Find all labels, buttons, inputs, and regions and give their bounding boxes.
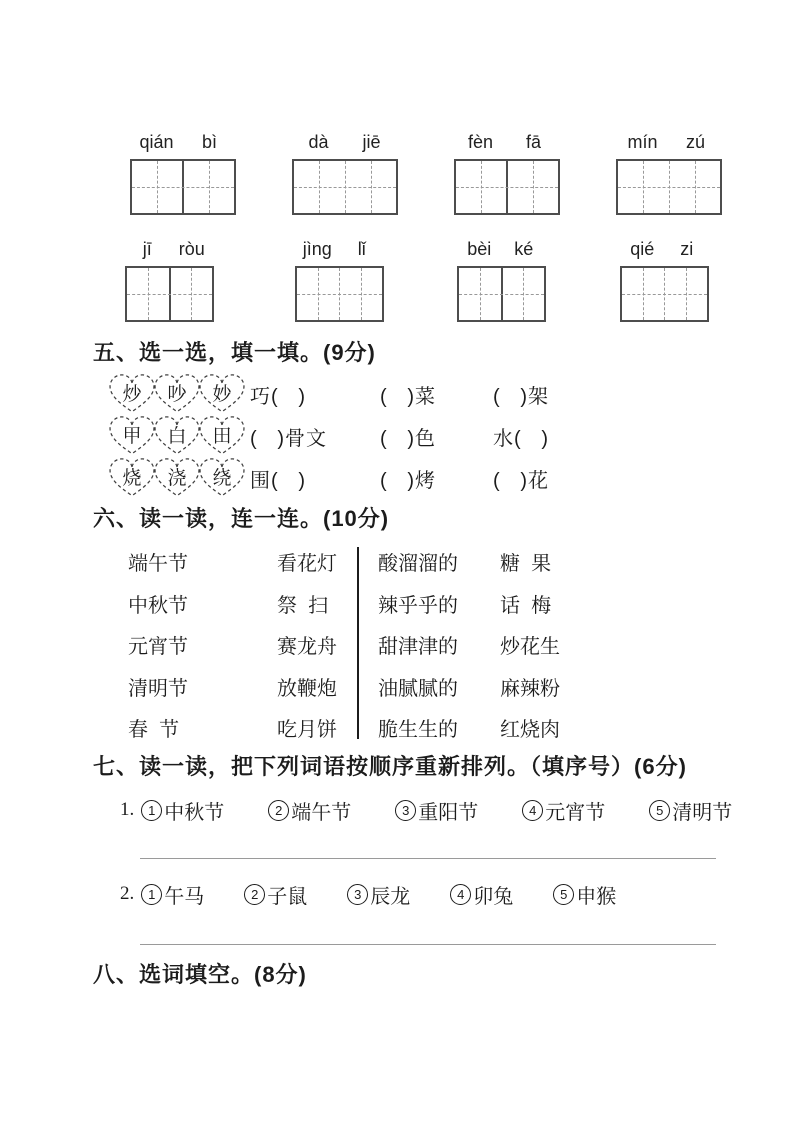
festival-item: 清明节 bbox=[128, 677, 188, 700]
pinyin-syllable: bèi bbox=[467, 239, 492, 259]
heart-option bbox=[196, 456, 248, 498]
writing-cell bbox=[182, 161, 234, 213]
heart-character: 白 bbox=[167, 426, 187, 447]
writing-cell bbox=[501, 268, 545, 320]
reorder-question-2 bbox=[120, 879, 656, 909]
circled-number: 1 bbox=[141, 884, 162, 905]
writing-cell bbox=[132, 161, 182, 213]
option-label: 端午节 bbox=[291, 801, 352, 824]
section5-row bbox=[0, 456, 793, 498]
writing-cell bbox=[622, 268, 664, 320]
activity-item: 放鞭炮 bbox=[277, 677, 337, 700]
question-number: 2. bbox=[120, 883, 135, 904]
option-label: 午马 bbox=[164, 885, 205, 908]
pinyin-syllable: jī bbox=[142, 239, 152, 259]
table-row bbox=[0, 586, 793, 628]
food-item: 红烧肉 bbox=[500, 719, 560, 741]
writing-cell bbox=[127, 268, 169, 320]
writing-cell bbox=[669, 161, 721, 213]
pinyin-syllable: dà bbox=[308, 132, 329, 152]
heart-options bbox=[106, 456, 241, 498]
pinyin-syllable: ròu bbox=[178, 239, 205, 259]
writing-cell bbox=[297, 268, 339, 320]
writing-grid bbox=[616, 159, 722, 215]
section5-heading: 五、选一选，填一填。(9分) bbox=[93, 340, 376, 365]
festival-item: 春 节 bbox=[128, 719, 180, 741]
pinyin-writing-box bbox=[130, 132, 236, 215]
writing-cell bbox=[664, 268, 707, 320]
taste-item: 辣乎乎的 bbox=[378, 594, 458, 617]
pinyin-writing-box bbox=[295, 239, 384, 322]
table-row bbox=[0, 710, 793, 752]
option bbox=[522, 796, 605, 825]
option-label: 重阳节 bbox=[418, 801, 479, 824]
activity-item: 祭 扫 bbox=[277, 594, 329, 617]
heart-character: 甲 bbox=[122, 426, 142, 447]
pinyin-writing-box bbox=[292, 132, 398, 215]
writing-cell bbox=[294, 161, 345, 213]
taste-item: 脆生生的 bbox=[378, 719, 458, 741]
writing-cell bbox=[459, 268, 501, 320]
pinyin-label bbox=[616, 132, 722, 159]
fill-blank-phrase: 巧( ) bbox=[250, 386, 306, 408]
food-item: 炒花生 bbox=[500, 636, 560, 658]
option-label: 中秋节 bbox=[164, 801, 225, 824]
writing-cell bbox=[618, 161, 669, 213]
pinyin-syllable: fā bbox=[525, 132, 541, 152]
circled-number: 4 bbox=[450, 884, 471, 905]
writing-grid bbox=[292, 159, 398, 215]
circled-number: 5 bbox=[553, 884, 574, 905]
option bbox=[347, 880, 410, 909]
pinyin-writing-box bbox=[125, 239, 214, 322]
option bbox=[450, 880, 513, 909]
table-row bbox=[0, 669, 793, 711]
option-label: 卯兔 bbox=[473, 885, 514, 908]
writing-grid bbox=[620, 266, 709, 322]
heart-character: 绕 bbox=[212, 468, 232, 489]
circled-number: 5 bbox=[649, 800, 670, 821]
table-row bbox=[0, 544, 793, 586]
circled-number: 2 bbox=[244, 884, 265, 905]
activity-item: 看花灯 bbox=[277, 553, 337, 575]
circled-number: 2 bbox=[268, 800, 289, 821]
pinyin-syllable: mín bbox=[627, 132, 658, 152]
option-label: 元宵节 bbox=[545, 801, 606, 824]
fill-blank-phrase: ( )菜 bbox=[380, 386, 436, 408]
fill-blank-phrase: ( )烤 bbox=[380, 470, 436, 492]
writing-cell bbox=[506, 161, 558, 213]
fill-blank-phrase: 水( ) bbox=[493, 428, 549, 450]
option bbox=[244, 880, 307, 909]
festival-item: 端午节 bbox=[128, 553, 188, 575]
heart-option bbox=[196, 414, 248, 456]
pinyin-syllable: qié bbox=[630, 239, 655, 259]
reorder-question-1 bbox=[120, 795, 776, 825]
taste-item: 油腻腻的 bbox=[378, 677, 458, 700]
section6-heading: 六、读一读，连一连。(10分) bbox=[93, 506, 390, 531]
pinyin-syllable: ké bbox=[514, 239, 534, 259]
fill-blank-phrase: ( )骨文 bbox=[250, 428, 327, 450]
pinyin-syllable: fèn bbox=[467, 132, 494, 152]
heart-character: 田 bbox=[212, 426, 232, 447]
pinyin-writing-box bbox=[457, 239, 546, 322]
pinyin-writing-box bbox=[454, 132, 560, 215]
pinyin-label bbox=[454, 132, 560, 159]
activity-item: 吃月饼 bbox=[277, 719, 337, 741]
writing-cell bbox=[456, 161, 506, 213]
writing-grid bbox=[130, 159, 236, 215]
pinyin-syllable: jiē bbox=[362, 132, 381, 152]
option bbox=[553, 880, 616, 909]
option bbox=[268, 796, 351, 825]
circled-number: 3 bbox=[347, 884, 368, 905]
writing-grid bbox=[457, 266, 546, 322]
section5-row bbox=[0, 414, 793, 456]
pinyin-syllable: zú bbox=[685, 132, 705, 152]
heart-character: 烧 bbox=[122, 468, 142, 489]
pinyin-syllable: qián bbox=[139, 132, 174, 152]
question-number: 1. bbox=[120, 799, 135, 820]
food-item: 话 梅 bbox=[500, 594, 552, 617]
section7-heading: 七、读一读，把下列词语按顺序重新排列。（填序号）(6分) bbox=[93, 754, 687, 779]
section8-heading: 八、选词填空。(8分) bbox=[93, 962, 307, 987]
circled-number: 1 bbox=[141, 800, 162, 821]
heart-character: 吵 bbox=[167, 384, 187, 405]
pinyin-label bbox=[457, 239, 546, 266]
option bbox=[649, 796, 732, 825]
writing-cell bbox=[339, 268, 382, 320]
pinyin-syllable: zi bbox=[680, 239, 694, 259]
circled-number: 3 bbox=[395, 800, 416, 821]
fill-blank-phrase: ( )色 bbox=[380, 428, 436, 450]
writing-grid bbox=[454, 159, 560, 215]
circled-number: 4 bbox=[522, 800, 543, 821]
writing-grid bbox=[125, 266, 214, 322]
fill-blank-phrase: ( )架 bbox=[493, 386, 549, 408]
heart-character: 炒 bbox=[122, 384, 142, 405]
heart-character: 妙 bbox=[212, 384, 232, 405]
option-label: 子鼠 bbox=[267, 885, 308, 908]
writing-grid bbox=[295, 266, 384, 322]
option-label: 辰龙 bbox=[370, 885, 411, 908]
matching-table bbox=[0, 544, 793, 744]
option bbox=[395, 796, 478, 825]
writing-cell bbox=[345, 161, 397, 213]
section5-row bbox=[0, 372, 793, 414]
option-label: 申猴 bbox=[576, 885, 617, 908]
pinyin-writing-box bbox=[616, 132, 722, 215]
pinyin-label bbox=[295, 239, 384, 266]
festival-item: 元宵节 bbox=[128, 636, 188, 658]
pinyin-writing-box bbox=[620, 239, 709, 322]
option bbox=[141, 880, 204, 909]
pinyin-syllable: lǐ bbox=[357, 239, 366, 259]
activity-item: 赛龙舟 bbox=[277, 636, 337, 658]
pinyin-label bbox=[292, 132, 398, 159]
taste-item: 甜津津的 bbox=[378, 636, 458, 658]
option-label: 清明节 bbox=[672, 801, 733, 824]
fill-blank-phrase: ( )花 bbox=[493, 470, 549, 492]
heart-options bbox=[106, 414, 241, 456]
pinyin-label bbox=[620, 239, 709, 266]
heart-options bbox=[106, 372, 241, 414]
pinyin-syllable: jìng bbox=[302, 239, 332, 259]
festival-item: 中秋节 bbox=[128, 594, 188, 617]
pinyin-syllable: bì bbox=[201, 132, 217, 152]
fill-blank-phrase: 围( ) bbox=[250, 470, 306, 492]
answer-line[interactable] bbox=[140, 858, 716, 859]
answer-line[interactable] bbox=[140, 944, 716, 945]
option bbox=[141, 796, 224, 825]
writing-cell bbox=[169, 268, 213, 320]
taste-item: 酸溜溜的 bbox=[378, 553, 458, 575]
heart-character: 浇 bbox=[167, 468, 187, 489]
food-item: 麻辣粉 bbox=[500, 677, 560, 700]
food-item: 糖 果 bbox=[500, 553, 552, 575]
heart-option bbox=[196, 372, 248, 414]
pinyin-label bbox=[130, 132, 236, 159]
table-row bbox=[0, 627, 793, 669]
pinyin-label bbox=[125, 239, 214, 266]
